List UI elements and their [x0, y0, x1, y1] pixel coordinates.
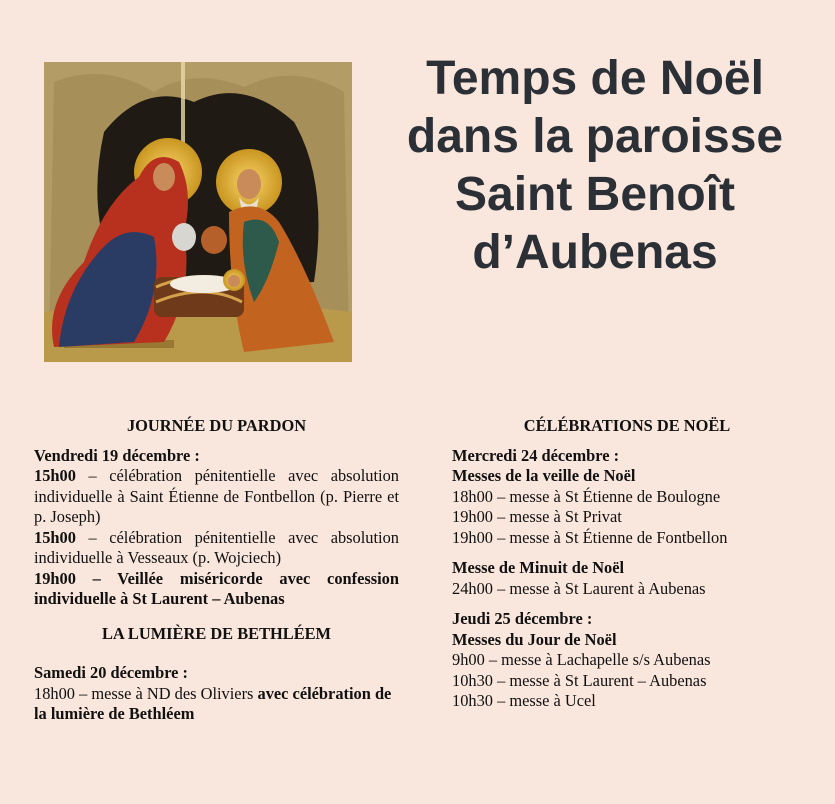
- event-time: 15h00: [34, 527, 76, 547]
- date-label: Vendredi 19 décembre :: [34, 445, 200, 465]
- mass-group-title: Messes du Jour de Noël: [452, 629, 617, 649]
- event-text: 18h00 – messe à ND des Oliviers: [34, 683, 258, 703]
- title-line: dans la paroisse: [406, 110, 784, 163]
- event-time: 15h00: [34, 466, 76, 485]
- section-heading-pardon: JOURNÉE DU PARDON: [126, 416, 307, 435]
- event-text: – célébration pénitentielle avec absolution individuelle à Vesseaux (p. Wojciech): [34, 527, 399, 567]
- mass-item: 10h30 – messe à St Laurent – Aubenas: [452, 670, 707, 690]
- nativity-icon-image: [44, 62, 352, 362]
- mass-item: 19h00 – messe à St Privat: [452, 507, 622, 526]
- mass-group-title: Messes de la veille de Noël: [452, 466, 636, 485]
- left-column: [34, 416, 399, 725]
- event-item: [34, 528, 399, 569]
- mass-item: 24h00 – messe à St Laurent à Aubenas: [452, 578, 706, 598]
- mass-item: 10h30 – messe à Ucel: [452, 691, 596, 710]
- event-item: [34, 684, 399, 725]
- event-text: – célébration pénitentielle avec absolution individuelle à Saint Étienne de Fontbellon (p. Pierre et p. Joseph): [34, 466, 399, 526]
- section-heading-noel: CÉLÉBRATIONS DE NOËL: [523, 416, 731, 435]
- date-label: Jeudi 25 décembre :: [452, 609, 593, 628]
- section-heading-bethleem: LA LUMIÈRE DE BETHLÉEM: [101, 623, 332, 643]
- mass-item: 19h00 – messe à St Étienne de Fontbellon: [452, 527, 728, 547]
- right-column: [452, 416, 802, 712]
- event-item: [34, 466, 399, 528]
- title-line: Temps de Noël: [426, 52, 764, 105]
- nativity-icon: [44, 62, 352, 362]
- event-item: 19h00 – Veillée miséricorde avec confession individuelle à St Laurent – Aubenas: [34, 568, 399, 608]
- mass-item: 18h00 – messe à St Étienne de Boulogne: [452, 486, 721, 506]
- title-line: d’Aubenas: [472, 226, 718, 279]
- page-title: [405, 50, 785, 282]
- date-label: Mercredi 24 décembre :: [452, 445, 620, 465]
- event-text-bold: avec célébration de la lumière de Bethléem: [34, 683, 392, 723]
- date-label: Samedi 20 décembre :: [34, 663, 189, 682]
- title-line: Saint Benoît: [454, 168, 735, 221]
- mass-group-title: Messe de Minuit de Noël: [452, 558, 625, 577]
- mass-item: 9h00 – messe à Lachapelle s/s Aubenas: [452, 650, 711, 669]
